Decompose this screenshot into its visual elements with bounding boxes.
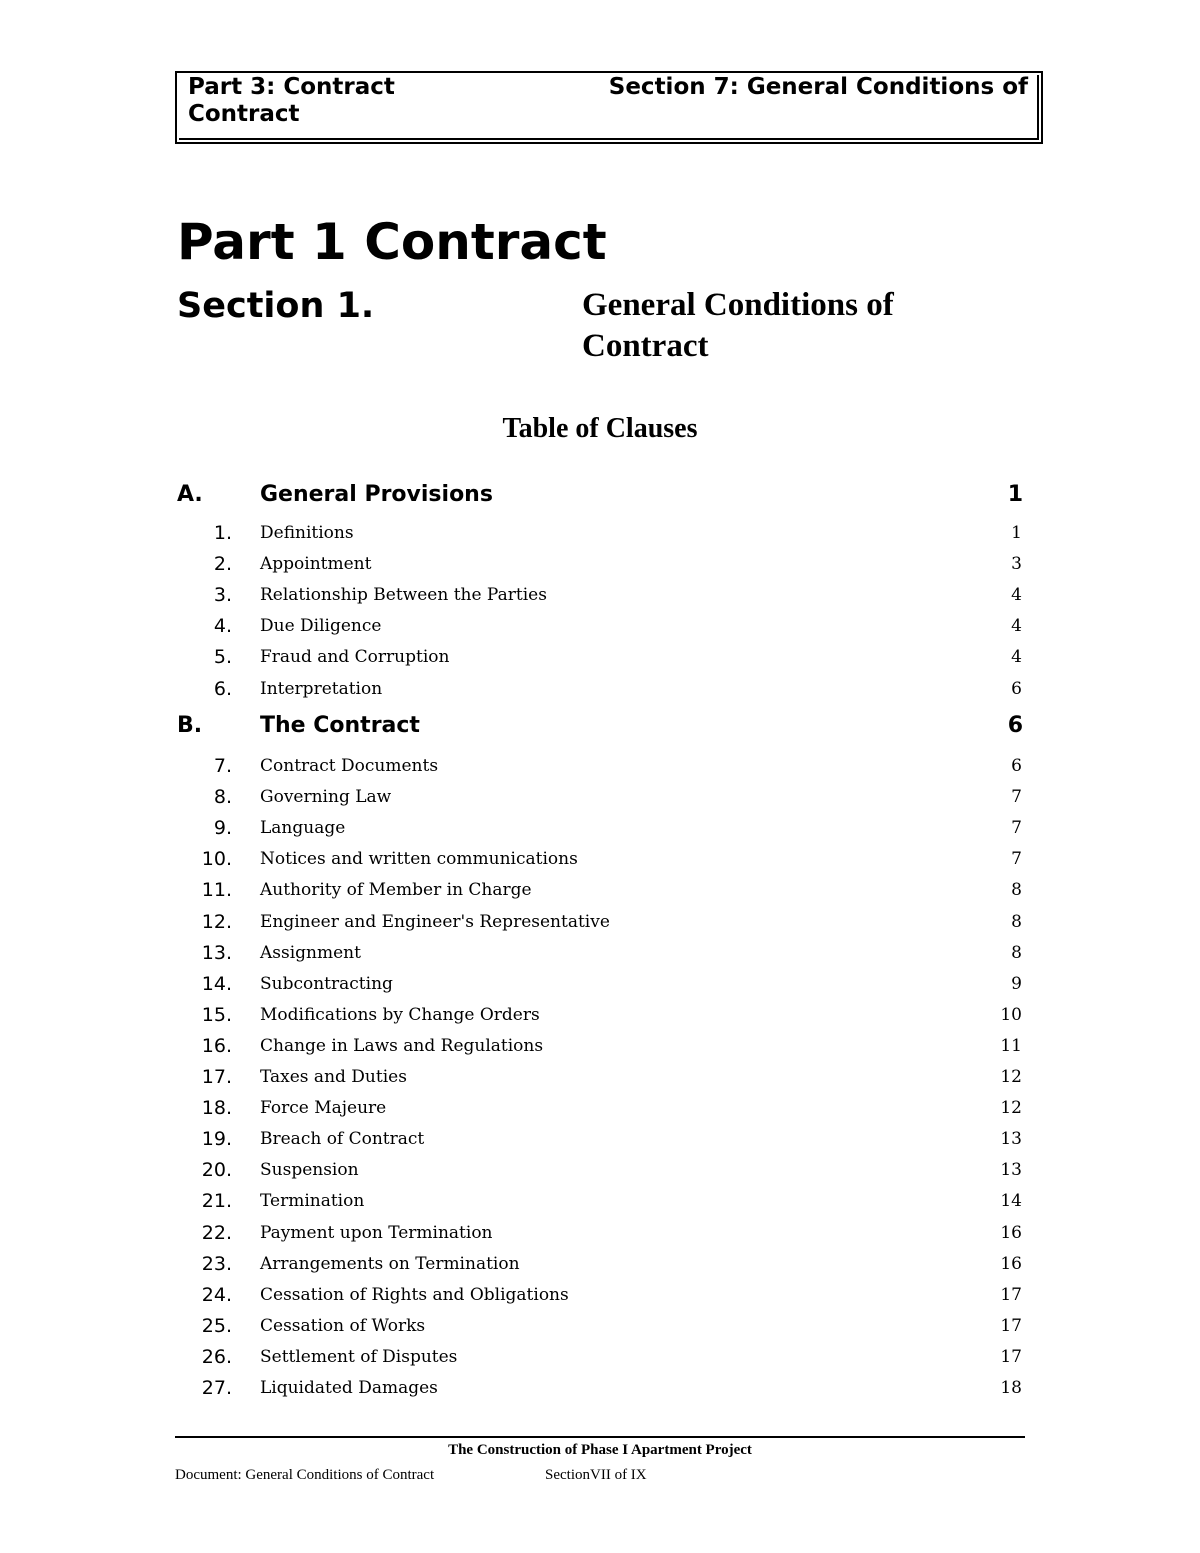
toc-clause-title: Settlement of Disputes <box>260 1346 458 1367</box>
toc-clause-number: 3. <box>213 584 232 607</box>
toc-clause-page: 1 <box>1011 523 1022 543</box>
toc-clause-number: 26. <box>201 1345 232 1368</box>
toc-section[interactable] <box>0 478 1200 512</box>
toc-clause-title: Appointment <box>260 554 372 575</box>
toc-clause-page: 7 <box>1011 849 1022 870</box>
toc-clause-row[interactable] <box>0 1031 1200 1061</box>
toc-clause-page: 4 <box>1011 616 1022 637</box>
toc-clause-page: 18 <box>1000 1378 1022 1398</box>
toc-clause-title: Governing Law <box>260 787 392 808</box>
toc-clause-title: Breach of Contract <box>260 1129 425 1150</box>
toc-clause-number: 12. <box>201 910 232 933</box>
toc-clause-row[interactable] <box>0 1124 1200 1154</box>
toc-clause-title: Subcontracting <box>260 973 393 994</box>
toc-clause-title: Definitions <box>260 523 354 543</box>
toc-clause-title: Liquidated Damages <box>260 1378 438 1398</box>
toc-clause-page: 4 <box>1011 647 1022 668</box>
toc-clause-page: 12 <box>1000 1098 1022 1119</box>
toc-clause-page: 3 <box>1011 554 1022 575</box>
toc-clause-row[interactable] <box>0 782 1200 812</box>
toc-clause-row[interactable] <box>0 751 1200 781</box>
toc-clause-title: Interpretation <box>260 678 383 699</box>
toc-clause-page: 9 <box>1011 973 1022 994</box>
toc-clause-page: 13 <box>1000 1129 1022 1150</box>
toc-clause-number: 18. <box>201 1097 232 1120</box>
toc-clause-row[interactable] <box>0 1249 1200 1279</box>
toc-clause-page: 8 <box>1011 911 1022 932</box>
toc-clause-page: 7 <box>1011 818 1022 839</box>
footer-project-title: The Construction of Phase I Apartment Project <box>448 1442 752 1458</box>
footer-document-name: Document: General Conditions of Contract <box>175 1467 435 1483</box>
toc-clause-number: 23. <box>201 1252 232 1275</box>
toc-clause-row[interactable] <box>0 1093 1200 1123</box>
toc-clause-number: 21. <box>201 1190 232 1213</box>
toc-clause-number: 19. <box>201 1128 232 1151</box>
toc-section-title: General Provisions <box>260 482 493 507</box>
toc-clause-number: 6. <box>213 677 232 700</box>
toc-section-title: The Contract <box>260 713 420 738</box>
toc-clause-number: 14. <box>201 972 232 995</box>
toc-clause-number: 25. <box>201 1314 232 1337</box>
toc-clause-row[interactable] <box>0 844 1200 874</box>
toc-section-page: 1 <box>1007 482 1023 507</box>
toc-clause-row[interactable] <box>0 1280 1200 1310</box>
toc-clause-row[interactable] <box>0 611 1200 641</box>
toc-clause-title: Notices and written communications <box>260 849 578 870</box>
toc-clause-number: 20. <box>201 1159 232 1182</box>
toc-clause-page: 8 <box>1011 880 1022 901</box>
toc-clause-title: Cessation of Works <box>260 1315 426 1336</box>
toc-clause-page: 17 <box>1000 1315 1022 1336</box>
toc-clause-row[interactable] <box>0 969 1200 999</box>
toc-clause-page: 6 <box>1011 756 1022 776</box>
toc-clause-page: 13 <box>1000 1160 1022 1181</box>
toc-section-page: 6 <box>1007 713 1023 738</box>
toc-clause-title: Suspension <box>260 1160 359 1181</box>
toc-clause-number: 13. <box>201 941 232 964</box>
toc-clause-number: 11. <box>201 879 232 902</box>
toc-clause-row[interactable] <box>0 642 1200 672</box>
toc-clause-number: 22. <box>201 1221 232 1244</box>
toc-clause-page: 6 <box>1011 678 1022 699</box>
toc-clause-page: 17 <box>1000 1284 1022 1305</box>
toc-clause-row[interactable] <box>0 813 1200 843</box>
toc-clause-row[interactable] <box>0 1000 1200 1030</box>
toc-clause-number: 24. <box>201 1283 232 1306</box>
toc-clause-row[interactable] <box>0 875 1200 905</box>
toc-clause-row[interactable] <box>0 674 1200 704</box>
toc-clause-row[interactable] <box>0 1062 1200 1092</box>
toc-clause-number: 4. <box>213 615 232 638</box>
toc-clause-number: 15. <box>201 1003 232 1026</box>
toc-clause-title: Modifications by Change Orders <box>260 1004 540 1025</box>
toc-clause-number: 10. <box>201 848 232 871</box>
running-header-left-continued: Contract <box>188 101 300 127</box>
toc-clause-page: 11 <box>1000 1035 1022 1056</box>
toc-clause-row[interactable] <box>0 549 1200 579</box>
toc-clause-title: Taxes and Duties <box>260 1067 407 1087</box>
toc-clause-row[interactable] <box>0 1218 1200 1248</box>
toc-clause-row[interactable] <box>0 580 1200 610</box>
toc-clause-title: Relationship Between the Parties <box>260 585 547 606</box>
toc-clause-page: 4 <box>1011 585 1022 606</box>
toc-section-letter: A. <box>177 482 203 507</box>
toc-clause-page: 12 <box>1000 1067 1022 1087</box>
toc-clause-title: Change in Laws and Regulations <box>260 1035 544 1056</box>
toc-clause-row[interactable] <box>0 1342 1200 1372</box>
toc-clause-row[interactable] <box>0 1373 1200 1403</box>
toc-clause-title: Authority of Member in Charge <box>260 880 532 901</box>
toc-clause-page: 7 <box>1011 787 1022 808</box>
toc-clause-row[interactable] <box>0 1186 1200 1216</box>
toc-clause-page: 10 <box>1000 1004 1022 1025</box>
toc-clause-page: 14 <box>1000 1191 1022 1212</box>
footer-section-ref: SectionVII of IX <box>545 1467 647 1483</box>
toc-clause-number: 9. <box>213 817 232 840</box>
section-name: General Conditions of Contract <box>582 287 894 364</box>
toc-clause-title: Fraud and Corruption <box>260 647 450 668</box>
running-header-right: Section 7: General Conditions of <box>608 74 1028 100</box>
footer-divider <box>175 1436 1025 1438</box>
toc-section-letter: B. <box>177 713 203 738</box>
toc-clause-title: Cessation of Rights and Obligations <box>260 1284 569 1305</box>
part-title: Part 1 Contract <box>177 213 607 271</box>
toc-clause-row[interactable] <box>0 938 1200 968</box>
toc-clause-number: 27. <box>201 1377 232 1399</box>
toc-clause-title: Force Majeure <box>260 1098 387 1119</box>
toc-clause-title: Payment upon Termination <box>260 1222 493 1243</box>
toc-clause-page: 16 <box>1000 1253 1022 1274</box>
toc-clause-row[interactable] <box>0 907 1200 937</box>
toc-clause-number: 5. <box>213 646 232 669</box>
toc-clause-title: Contract Documents <box>260 756 439 776</box>
toc-clause-title: Termination <box>260 1191 365 1212</box>
toc-clause-row[interactable] <box>0 518 1200 548</box>
toc-clause-title: Assignment <box>260 942 361 963</box>
running-header-left: Part 3: Contract <box>188 74 395 100</box>
toc-clause-row[interactable] <box>0 1155 1200 1185</box>
toc-clause-number: 2. <box>213 553 232 576</box>
toc-clause-page: 8 <box>1011 942 1022 963</box>
toc-clause-number: 7. <box>213 755 232 777</box>
toc-clause-title: Due Diligence <box>260 616 382 637</box>
toc-clause-number: 16. <box>201 1034 232 1057</box>
toc-section[interactable] <box>0 709 1200 743</box>
toc-clause-title: Language <box>260 818 346 839</box>
toc-clause-number: 1. <box>213 522 232 544</box>
toc-clause-number: 17. <box>201 1066 232 1088</box>
toc-clause-row[interactable] <box>0 1311 1200 1341</box>
toc-heading: Table of Clauses <box>502 413 698 444</box>
toc-clause-title: Arrangements on Termination <box>260 1253 520 1274</box>
section-number: Section 1. <box>177 286 375 326</box>
toc-clause-number: 8. <box>213 786 232 809</box>
toc-clause-title: Engineer and Engineer's Representative <box>260 911 610 932</box>
toc-clause-page: 16 <box>1000 1222 1022 1243</box>
toc-clause-page: 17 <box>1000 1346 1022 1367</box>
